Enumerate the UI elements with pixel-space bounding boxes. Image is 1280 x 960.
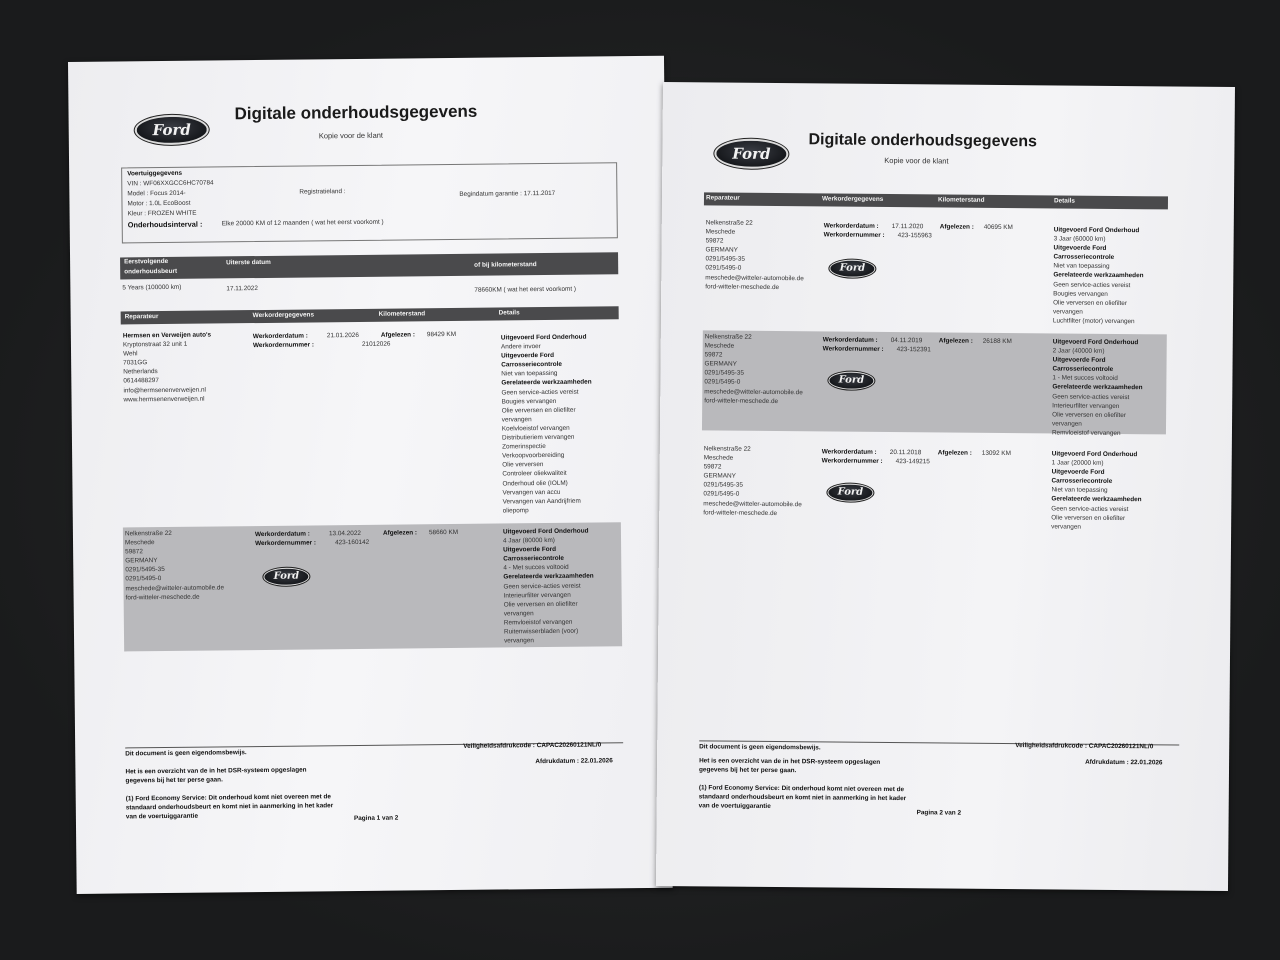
page-title: Digitale onderhoudsgegevens [234,101,478,124]
workorder-date: 17.11.2020 [891,223,924,231]
next-service-col2: Uiterste datum [226,258,271,267]
list-line: GERMANY [125,557,158,565]
list-line: Luchtfilter (motor) vervangen [1052,317,1135,326]
list-line: Uitgevoerde Ford [1052,356,1106,365]
list-line: Uitgevoerde Ford [503,546,557,554]
mileage: 13092 KM [981,449,1011,458]
list-line: ford-witteler-meschede.de [125,593,200,602]
vehicle-heading: Voertuiggegevens [127,169,183,178]
list-line: Olie verversen [502,461,544,469]
page-subtitle: Kopie voor de klant [318,130,384,141]
footer-not-ownership: Dit document is geen eigendomsbewijs. [699,743,821,752]
list-line: meschede@witteler-automobile.de [125,583,225,592]
next-service-date: 17.11.2022 [226,285,258,293]
list-line: Gerelateerde werkzaamheden [1052,383,1143,392]
list-line: 0291/5495-0 [703,490,740,499]
list-line: Gerelateerde werkzaamheden [501,379,592,387]
footer-print-date: Afdrukdatum : 22.01.2026 [535,757,613,766]
list-line: Uitgevoerde Ford [1051,468,1105,477]
col-kilometerstand: Kilometerstand [937,196,985,204]
list-line: Meschede [703,454,734,462]
list-line: Nelkenstraße 22 [703,445,751,453]
list-line: 4 - Met succes voltooid [503,564,569,572]
ford-logo: Ford [714,138,788,169]
list-line: Wehl [123,350,138,358]
list-line: vervangen [1052,308,1083,316]
footer-overview-2: gegevens bij het ter perse gaan. [125,776,223,785]
workorder-number-label: Werkordernummer : [252,341,314,350]
workorder-number-label: Werkordernummer : [822,345,884,353]
list-line: ford-witteler-meschede.de [704,397,779,405]
next-service-header [120,252,618,279]
list-line: Koelvloeistof vervangen [501,424,570,433]
list-line: GERMANY [703,472,736,480]
list-line: 3 Jaar (60000 km) [1053,235,1106,243]
workorder-date: 04.11.2019 [890,336,923,345]
footer-overview-2: gegevens bij het ter perse gaan. [698,766,797,775]
mileage: 40695 KM [983,223,1013,232]
list-line: Uitgevoerd Ford Onderhoud [500,333,587,342]
next-service-col3: of bij kilometerstand [474,261,537,269]
workorder-number: 423-155963 [897,232,932,240]
vehicle-model: Model : Focus 2014- [127,189,186,198]
list-line: 0291/5495-35 [125,566,165,574]
workorder-number: 423-152391 [896,346,931,354]
list-line: Distributieriem vervangen [501,433,575,442]
record-dealer [123,331,212,405]
list-line: Hermsen en Verweijen auto's [122,331,212,340]
warranty-start: Begindatum garantie : 17.11.2017 [459,189,556,198]
col-details: Details [1053,197,1075,205]
list-line: meschede@witteler-automobile.de [703,499,802,508]
list-line: 0291/5495-0 [705,264,742,273]
col-kilometerstand: Kilometerstand [378,310,426,318]
next-service-interval: 5 Years (100000 km) [122,283,182,292]
page-title: Digitale onderhoudsgegevens [808,131,1038,151]
next-service-col1a: Eerstvolgende [124,257,169,266]
list-line: Nelkenstraße 22 [705,219,753,227]
list-line: vervangen [1052,420,1082,428]
records-table-header [121,306,619,324]
list-line: ford-witteler-meschede.de [703,509,778,517]
ford-logo: Ford [263,568,309,586]
list-line: Meschede [125,539,155,547]
list-line: Gerelateerde werkzaamheden [503,572,594,581]
list-line: Olie verversen en oliefilter [501,406,576,415]
list-line: GERMANY [705,246,738,254]
footer-security-code: Veiligheidsafdrukcode : CAPAC20260121NL/0 [1015,742,1154,751]
list-line: Olie verversen en oliefilter [1053,299,1128,307]
workorder-date-label: Werkorderdatum : [821,448,877,456]
next-service-col1b: onderhoudsbeurt [124,267,178,276]
list-line: Olie verversen en oliefilter [503,600,578,609]
list-line: ford-witteler-meschede.de [705,283,780,291]
record-details [503,527,594,646]
list-line: Meschede [705,228,736,236]
vehicle-info-box [121,162,618,243]
list-line: vervangen [504,637,534,645]
list-line: Niet van toepassing [1053,262,1110,271]
list-line: 0291/5495-35 [703,481,743,490]
vehicle-color: Kleur : FROZEN WHITE [127,209,197,218]
list-line: 0291/5495-35 [705,255,745,264]
workorder-number: 21012026 [361,340,391,348]
list-line: vervangen [1051,523,1082,531]
list-line: meschede@witteler-automobile.de [705,273,804,282]
list-line: Zomerinspectie [502,443,546,451]
list-line: 1 Jaar (20000 km) [1051,459,1104,467]
list-line: vervangen [503,609,534,618]
footer-security-code: Veiligheidsafdrukcode : CAPAC20260121NL/0 [463,741,602,750]
list-line: www.hermsenenverweijen.nl [123,395,205,404]
record-dealer [705,218,804,292]
workorder-date-label: Werkorderdatum : [822,336,878,344]
list-line: Carrosseriecontrole [1052,365,1114,374]
footer-economy-2: standaard onderhoudsbeurt en komt niet in aanmerking in het kader [698,793,907,803]
list-line: 59872 [125,548,143,556]
workorder-number-label: Werkordernummer : [255,539,317,548]
workorder-number-label: Werkordernummer : [823,231,885,239]
next-service-km: 78660KM ( wat het eerst voorkomt ) [474,285,577,294]
list-line: Meschede [704,342,735,350]
list-line: Bougies vervangen [501,397,557,406]
list-line: Uitgevoerde Ford [1053,244,1107,253]
list-line: 59872 [703,463,722,471]
record-details [1052,337,1143,438]
list-line: Andere invoer [500,343,541,351]
footer-not-ownership: Dit document is geen eigendomsbewijs. [125,749,247,758]
registration-country: Registratieland : [299,188,346,196]
list-line: Gerelateerde werkzaamheden [1051,495,1142,504]
col-details: Details [498,309,520,317]
mileage-label: Afgelezen : [380,331,416,339]
list-line: 0614488297 [123,377,159,385]
workorder-number: 423-160142 [335,538,370,547]
col-werkordergegevens: Werkordergegevens [252,311,315,320]
list-line: 0291/5495-0 [704,378,741,387]
footer-economy-1: (1) Ford Economy Service: Dit onderhoud komt niet overeen met de [125,793,331,803]
list-line: Geen service-acties vereist [503,582,581,591]
list-line: Uitgevoerd Ford Onderhoud [1051,450,1138,459]
workorder-number: 423-149215 [895,458,930,466]
col-werkordergegevens: Werkordergegevens [821,195,884,203]
list-line: Uitgevoerde Ford [501,352,555,360]
document-page-2 [656,82,1235,891]
list-line: 0291/5495-35 [704,369,744,378]
list-line: Gerelateerde werkzaamheden [1053,271,1144,280]
list-line: Carrosseriecontrole [1051,477,1113,486]
list-line: Controleer oliekwaliteit [502,470,567,478]
list-line: Geen service-acties vereist [1053,280,1131,289]
list-line: 7031GG [123,359,148,367]
list-line: Interieurfilter vervangen [1052,402,1120,410]
footer-economy-3: van de voertuiggarantie [698,802,771,810]
interval-value: Elke 20000 KM of 12 maanden ( wat het eerst voorkomt ) [221,218,384,228]
list-line: Geen service-acties vereist [1051,504,1129,513]
list-line: Uitgevoerd Ford Onderhoud [1053,226,1140,235]
list-line: Olie verversen en oliefilter [1052,411,1127,419]
record-details [1053,225,1144,326]
list-line: Remvloeistof vervangen [503,618,573,627]
records-table-header [704,192,1168,209]
mileage: 26188 KM [982,337,1012,346]
ford-logo: Ford [828,371,874,389]
list-line: Onderhoud olie (IOLM) [502,479,568,487]
vehicle-motor: Motor : 1.0L EcoBoost [127,199,191,208]
footer-economy-3: van de voertuiggarantie [125,812,199,821]
list-line: Kryptonstraat 32 unit 1 [122,340,188,349]
list-line: Carrosseriecontrole [501,361,562,369]
list-line: 0291/5495-0 [125,575,162,583]
mileage: 58660 KM [428,528,459,537]
list-line: Verkoopvoorbereiding [502,452,565,460]
col-reparateur: Reparateur [705,194,740,202]
list-line: 59872 [705,237,724,245]
record-dealer [704,332,803,406]
list-line: Olie verversen en oliefilter [1051,514,1126,522]
list-line: meschede@witteler-automobile.de [704,387,803,396]
page-subtitle: Kopie voor de klant [884,155,949,166]
workorder-date: 21.01.2026 [326,331,359,340]
list-line: Geen service-acties vereist [1052,392,1130,401]
list-line: info@hermsenenverweijen.nl [123,386,206,394]
list-line: Vervangen van accu [502,488,561,497]
list-line: Ruitenwisserbladen (voor) [503,627,579,636]
list-line: Vervangen van Aandrijfriem [502,497,581,506]
list-line: Carrosseriecontrole [503,555,565,563]
list-line: Niet van toepassing [501,370,558,378]
list-line: Uitgevoerd Ford Onderhoud [502,527,589,536]
workorder-date: 13.04.2022 [328,529,361,538]
list-line: Nelkenstraße 22 [704,333,752,341]
list-line: Netherlands [123,368,158,376]
list-line: oliepomp [502,506,529,515]
record-dealer [703,444,802,518]
workorder-date-label: Werkorderdatum : [252,332,308,341]
list-line: Niet van toepassing [1051,486,1108,495]
mileage-label: Afgelezen : [938,337,973,345]
workorder-date-label: Werkorderdatum : [254,530,310,539]
footer-overview-1: Het is een overzicht van de in het DSR-systeem opgeslagen [699,757,881,766]
mileage-label: Afgelezen : [939,223,974,231]
record-details [501,333,593,516]
ford-logo: Ford [827,483,873,501]
interval-label: Onderhoudsinterval : [127,219,203,230]
footer-economy-2: standaard onderhoudsbeurt en komt niet in aanmerking in het kader [125,802,334,812]
list-line: 4 Jaar (80000 km) [503,537,555,545]
footer-page-number: Pagina 1 van 2 [353,814,399,823]
list-line: 2 Jaar (40000 km) [1052,347,1105,355]
list-line: Carrosseriecontrole [1053,253,1115,262]
mileage: 98429 KM [426,330,457,339]
vehicle-vin: VIN : WF06XXGCC6HC70784 [127,179,214,188]
document-page-1 [68,56,673,894]
footer-print-date: Afdrukdatum : 22.01.2026 [1085,758,1163,767]
list-line: vervangen [501,416,532,424]
list-line: 1 - Met succes voltooid [1052,374,1118,383]
record-details [1051,449,1142,532]
list-line: GERMANY [704,360,737,368]
list-line: Bougies vervangen [1053,290,1108,298]
workorder-date: 20.11.2018 [889,448,922,457]
ford-logo: Ford [829,259,875,277]
ford-logo: Ford [135,115,209,146]
footer-page-number: Pagina 2 van 2 [916,809,962,817]
footer-overview-1: Het is een overzicht van de in het DSR-systeem opgeslagen [125,766,307,776]
mileage-label: Afgelezen : [382,529,418,537]
list-line: Nelkenstraße 22 [124,529,172,538]
list-line: Remvloeistof vervangen [1051,429,1121,437]
list-line: Geen service-acties vereist [501,388,579,397]
col-reparateur: Reparateur [124,313,159,321]
mileage-label: Afgelezen : [937,449,972,457]
list-line: Interieurfilter vervangen [503,591,571,600]
workorder-date-label: Werkorderdatum : [823,222,879,230]
footer-economy-1: (1) Ford Economy Service: Dit onderhoud komt niet overeen met de [698,784,905,794]
record-dealer [125,528,224,602]
list-line: 59872 [704,351,723,359]
workorder-number-label: Werkordernummer : [821,457,883,465]
list-line: Uitgevoerd Ford Onderhoud [1052,338,1139,347]
